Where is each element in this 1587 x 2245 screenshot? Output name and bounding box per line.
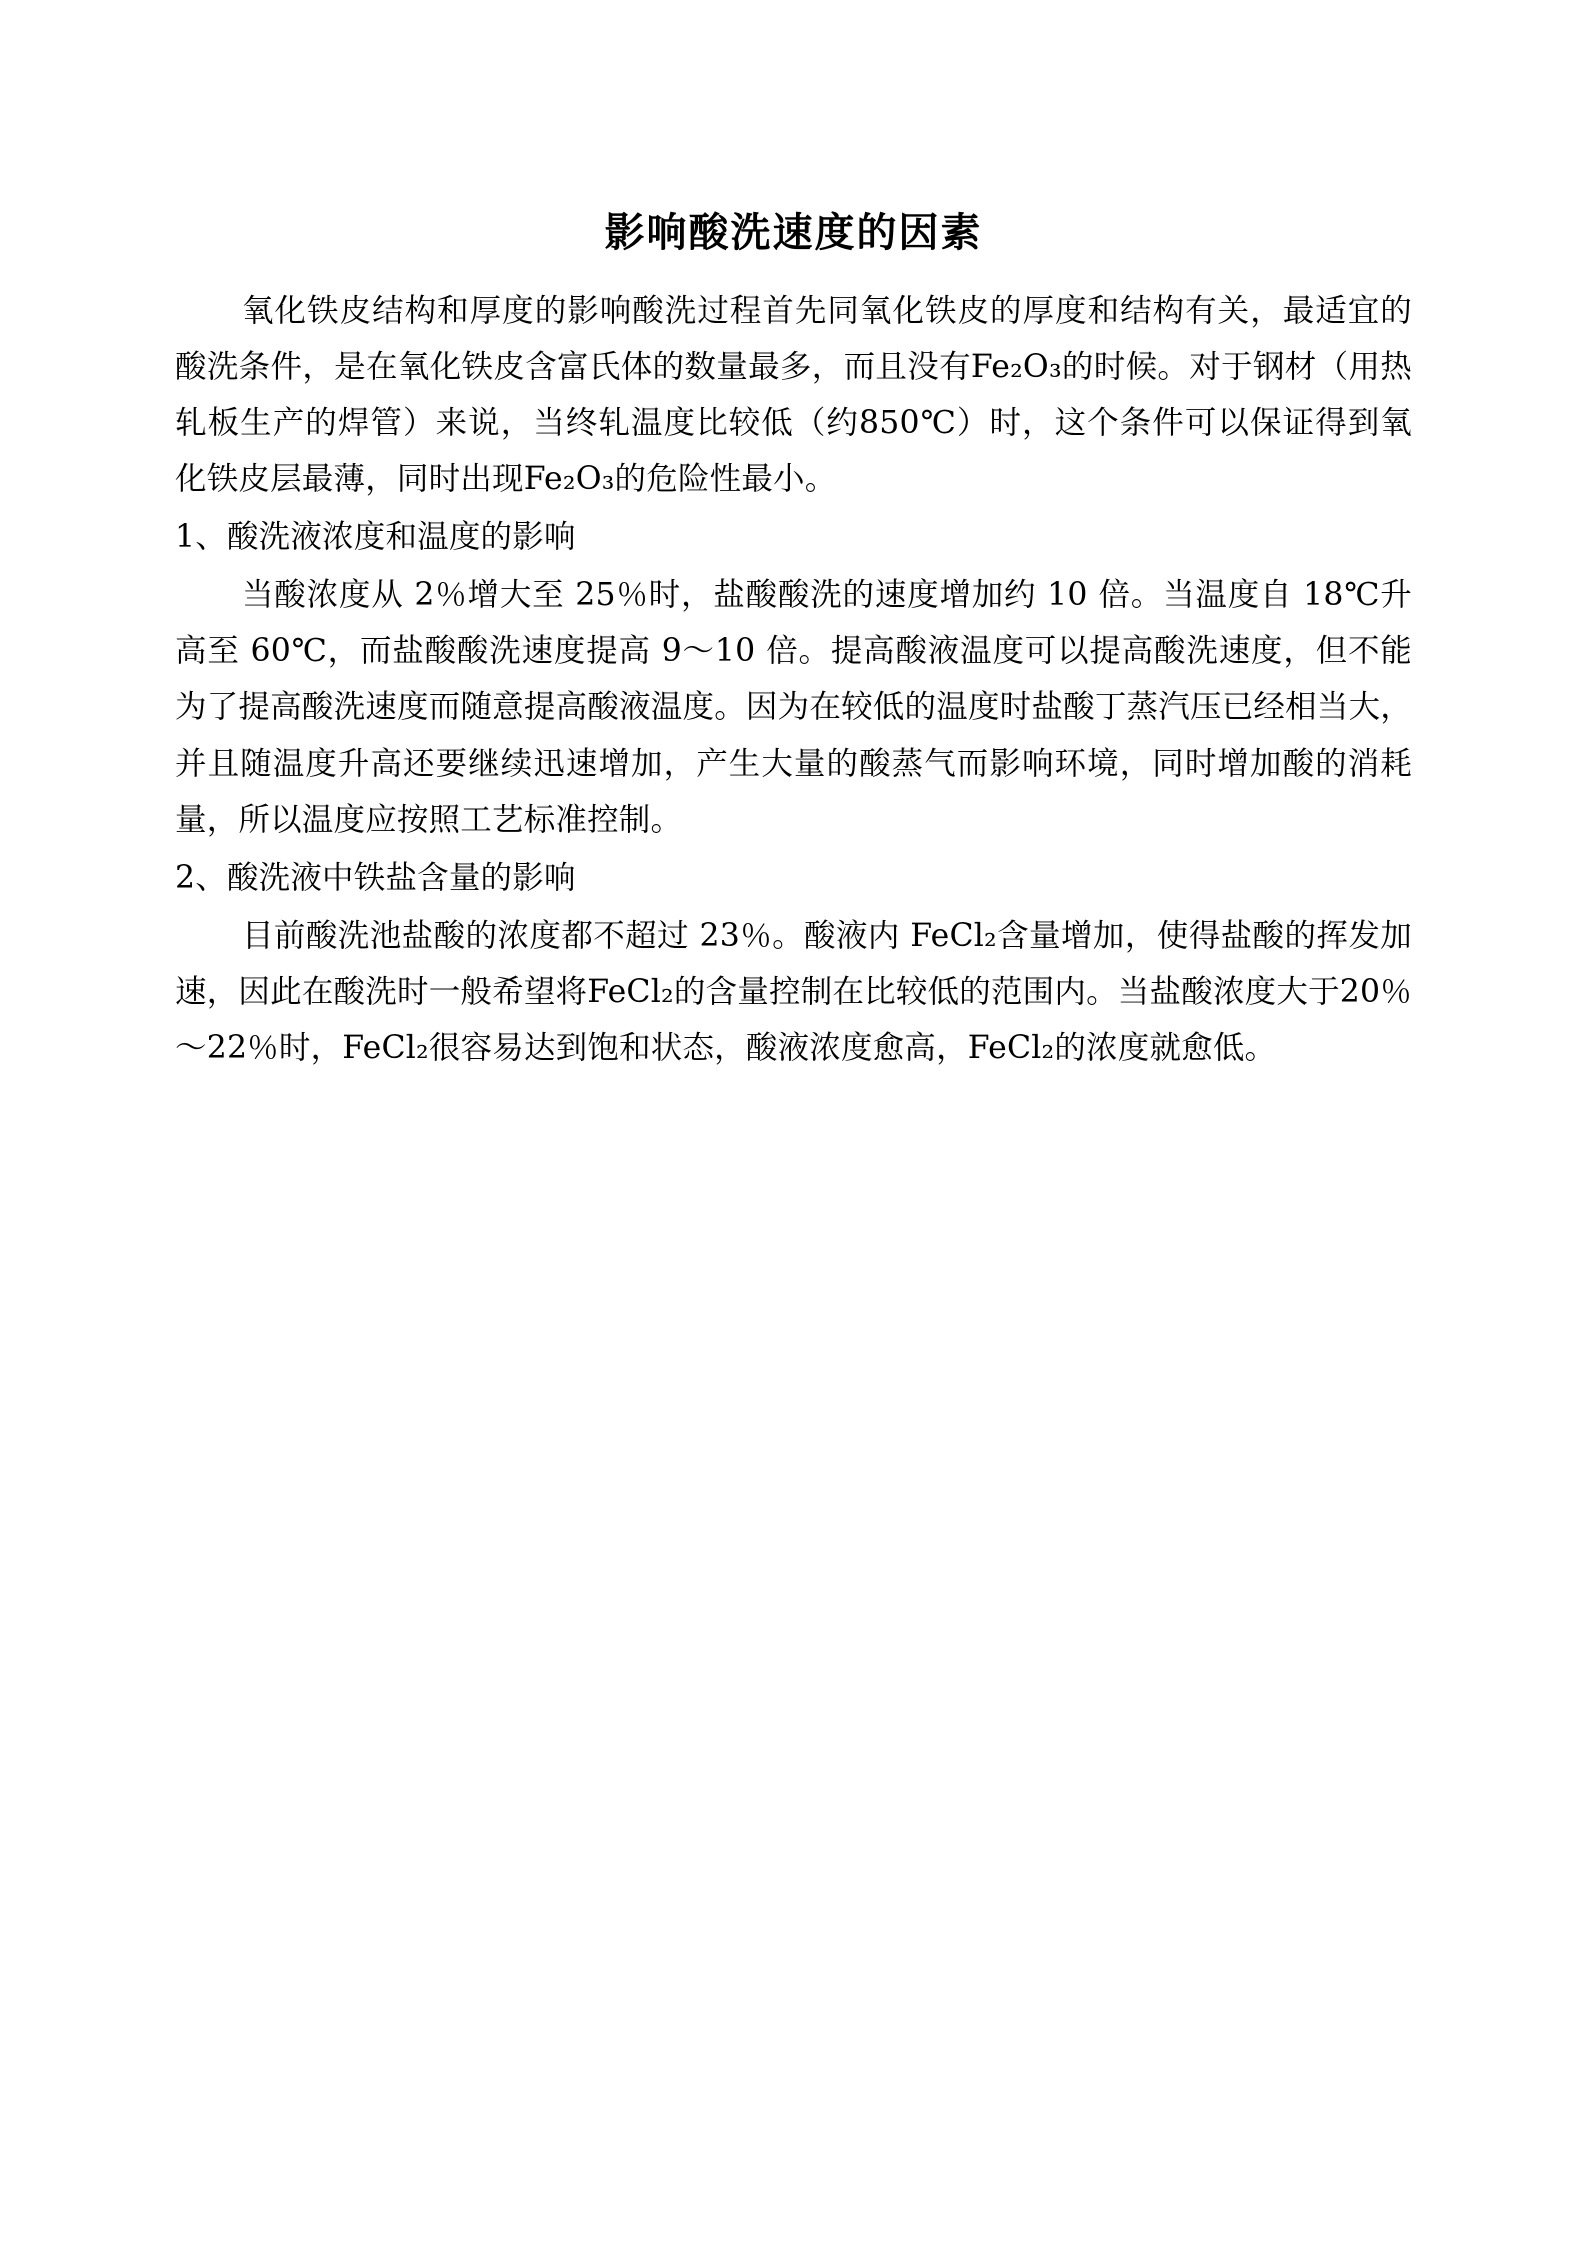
paragraph-section-2-body: 目前酸洗池盐酸的浓度都不超过 23％。酸液内 FeCl₂含量增加，使得盐酸的挥发加速，因此在酸洗时一般希望将FeCl₂的含量控制在比较低的范围内。当盐酸浓度大于20％～22％时，FeCl₂很容易达到饱和状态，酸液浓度愈高，FeCl₂的浓度就愈低。 bbox=[175, 917, 1412, 1066]
paragraph-intro: 氧化铁皮结构和厚度的影响酸洗过程首先同氧化铁皮的厚度和结构有关，最适宜的酸洗条件，是在氧化铁皮含富氏体的数量最多，而且没有Fe₂O₃的时候。对于钢材（用热轧板生产的焊管）来说，当终轧温度比较低（约850℃）时，这个条件可以保证得到氧化铁皮层最薄，同时出现Fe₂O₃的危险性最小。 bbox=[175, 293, 1412, 498]
heading-section-2: 2、酸洗液中铁盐含量的影响 bbox=[175, 859, 576, 896]
heading-section-1: 1、酸洗液浓度和温度的影响 bbox=[175, 519, 576, 556]
paragraph-section-1-body: 当酸浓度从 2％增大至 25％时，盐酸酸洗的速度增加约 10 倍。当温度自 18℃升高至 60℃，而盐酸酸洗速度提高 9～10 倍。提高酸液温度可以提高酸洗速度，但不能为了提高酸洗速度而随意提高酸液温度。因为在较低的温度时盐酸丁蒸汽压已经相当大，并且随温度升高还要继续迅速增加，产生大量的酸蒸气而影响环境，同时增加酸的消耗量，所以温度应按照工艺标准控制。 bbox=[175, 577, 1412, 838]
page-title: 影响酸洗速度的因素 bbox=[604, 209, 983, 256]
